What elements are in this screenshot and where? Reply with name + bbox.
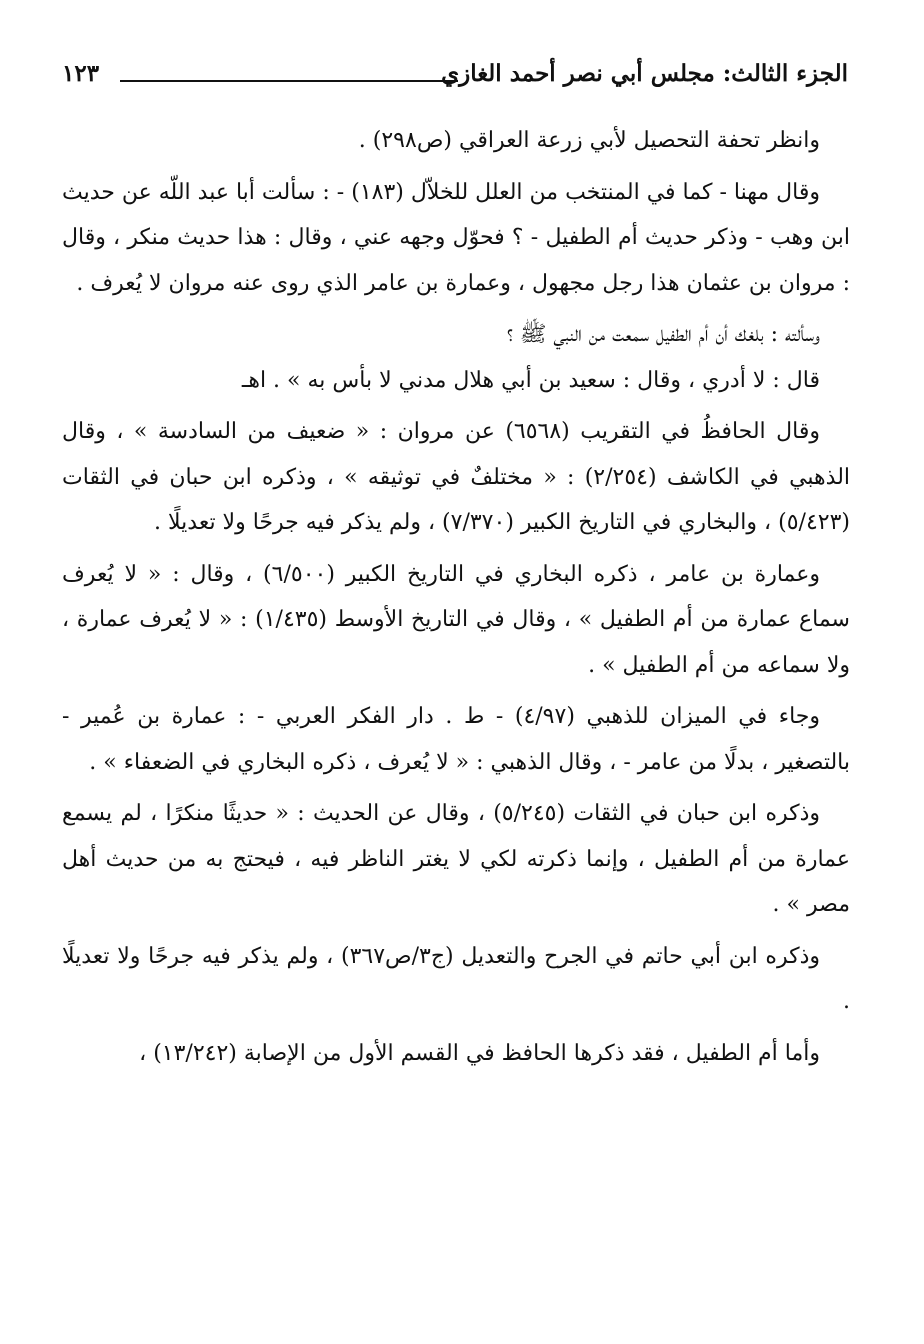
page-number: ١٢٣ (62, 60, 100, 87)
paragraph: قال : لا أدري ، وقال : سعيد بن أبي هلال مدني لا بأس به » . اهـ (241, 367, 820, 393)
page-header (62, 58, 848, 98)
body-text (62, 118, 850, 1082)
paragraph: وذكره ابن حبان في الثقات (٥/٢٤٥) ، وقال عن الحديث : « حديثًا منكرًا ، لم يسمع عمارة من أم الطفيل ، وإنما ذكرته لكي لا يغتر الناظر فيه ، فيحتج به من حديث أهل مصر » . (62, 801, 850, 917)
paragraph: وجاء في الميزان للذهبي (٤/٩٧) - ط . دار الفكر العربي - : عمارة بن عُمير - بالتصغير ، بدلًا من عامر - ، وقال الذهبي : « لا يُعرف ، ذكره البخاري في الضعفاء » . (62, 704, 850, 775)
paragraph: وقال مهنا - كما في المنتخب من العلل للخلاّل (١٨٣) - : سألت أبا عبد اللّه عن حديث ابن وهب - وذكر حديث أم الطفيل - ؟ فحوّل وجهه عني ، وقال : هذا حديث منكر ، وقال : مروان بن عثمان هذا رجل مجهول ، وعمارة بن عامر الذي روى عنه مروان لا يُعرف . (62, 179, 850, 296)
header-rule (120, 80, 458, 82)
paragraph: وذكره ابن أبي حاتم في الجرح والتعديل (ج٣/ص٣٦٧) ، ولم يذكر فيه جرحًا ولا تعديلًا . (62, 943, 850, 1014)
paragraph: وانظر تحفة التحصيل لأبي زرعة العراقي (ص٢٩٨) . (358, 128, 820, 153)
paragraph: وأما أم الطفيل ، فقد ذكرها الحافظ في القسم الأول من الإصابة (١٣/٢٤٢) ، (139, 1040, 820, 1066)
running-title: الجزء الثالث: مجلس أبي نصر أحمد الغازي (441, 60, 848, 87)
paragraph: وسألته : بلغك أن أم الطفيل سمعت من النبي ﷺ ؟ (506, 322, 820, 347)
paragraph: وقال الحافظُ في التقريب (٦٥٦٨) عن مروان : « ضعيف من السادسة » ، وقال الذهبي في الكاشف (٢/٢٥٤) : « مختلفٌ في توثيقه » ، وذكره ابن حبان في الثقات (٥/٤٢٣) ، والبخاري في التاريخ الكبير (٧/٣٧٠) ، ولم يذكر فيه جرحًا ولا تعديلًا . (62, 419, 851, 535)
paragraph: وعمارة بن عامر ، ذكره البخاري في التاريخ الكبير (٦/٥٠٠) ، وقال : « لا يُعرف سماع عمارة من أم الطفيل » ، وقال في التاريخ الأوسط (١/٤٣٥) : « لا يُعرف عمارة ، ولا سماعه من أم الطفيل » . (62, 561, 850, 678)
